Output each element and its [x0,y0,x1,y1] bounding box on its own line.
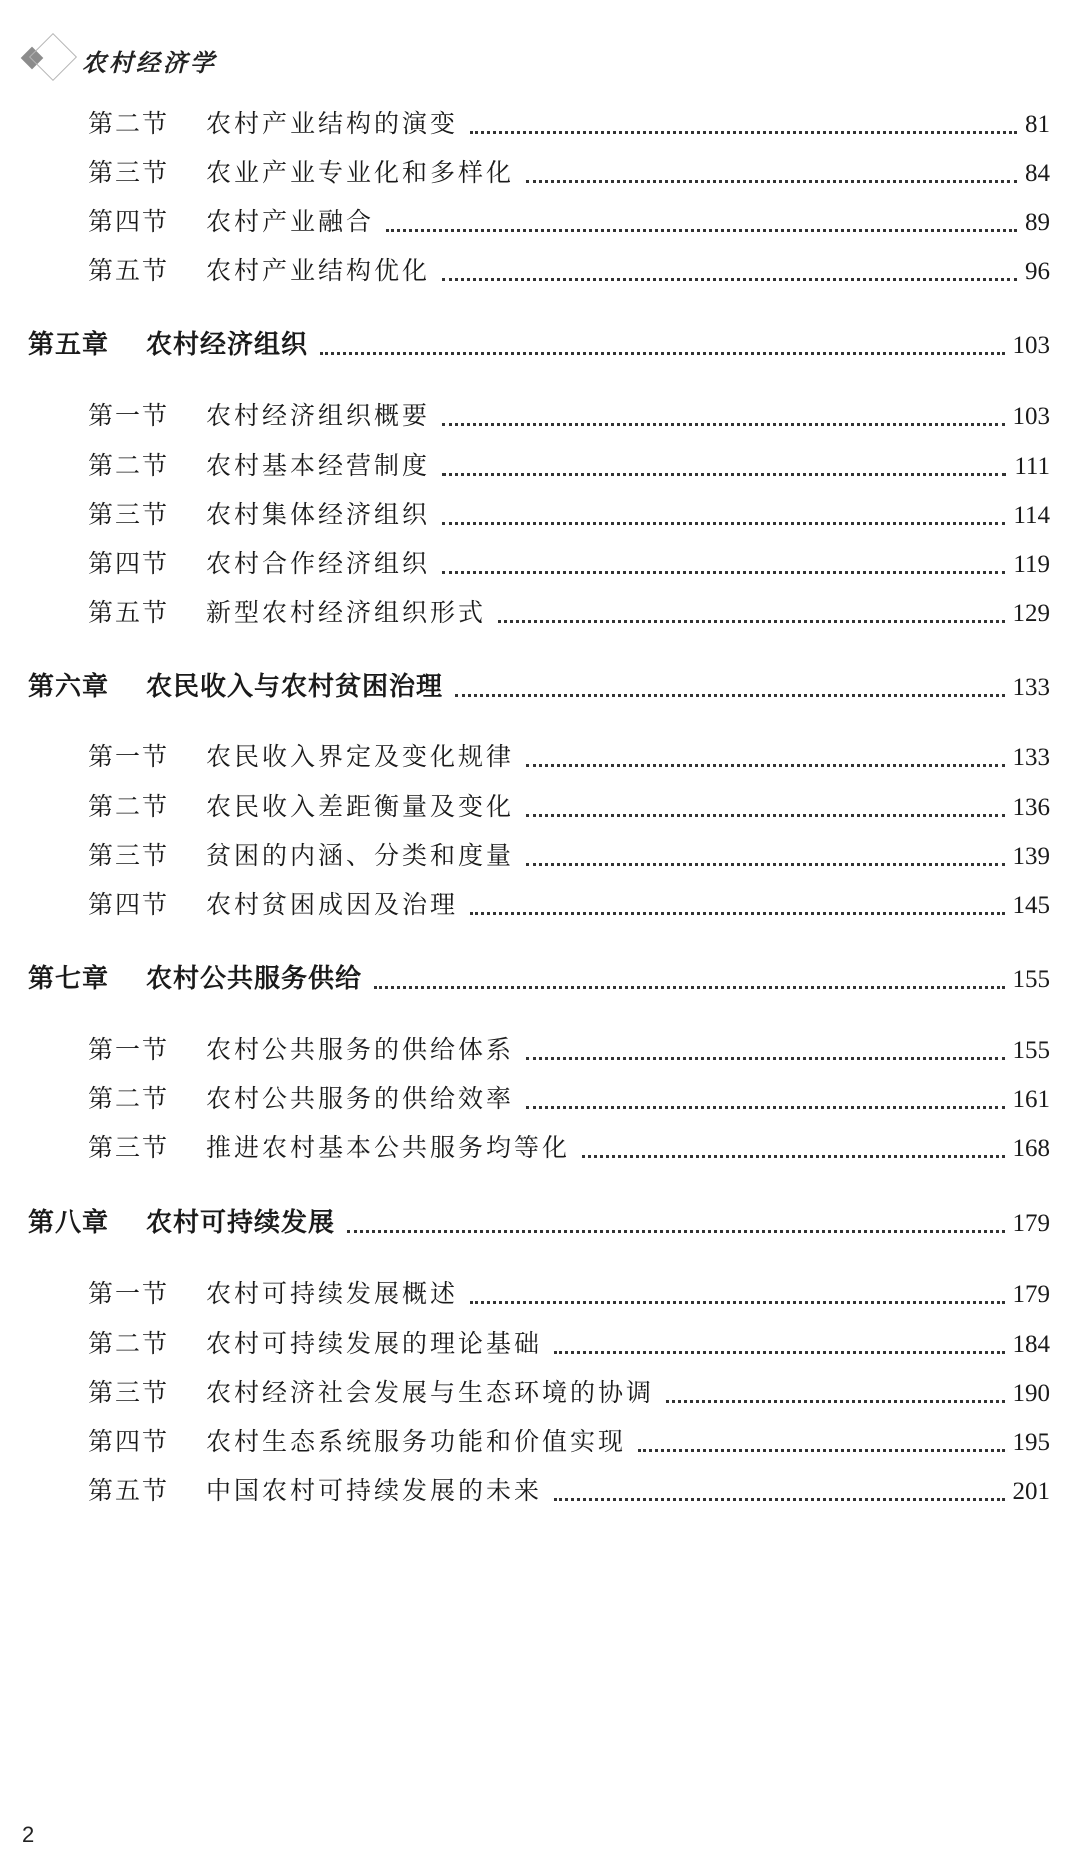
toc-page-number: 129 [1012,600,1050,627]
section-title: 农村基本经营制度 [206,451,431,480]
toc-chapter-entry [28,324,1050,361]
dot-leader [386,229,1017,232]
section-number: 第二节 [88,792,170,821]
dot-leader [320,352,1004,355]
dot-leader [526,863,1004,866]
dot-leader [442,473,1006,476]
section-number: 第二节 [88,109,170,138]
dot-leader [666,1400,1004,1403]
toc-section-entry [88,104,1050,140]
chapter-number: 第五章 [28,330,110,360]
section-title: 农民收入界定及变化规律 [206,742,515,771]
section-number: 第三节 [88,841,170,870]
dot-leader [582,1155,1004,1158]
toc-page-number: 133 [1012,744,1050,771]
dot-leader [442,571,1005,574]
toc-page-number: 114 [1013,502,1050,529]
dot-leader [442,522,1005,525]
section-number: 第四节 [88,549,170,578]
section-number: 第三节 [88,158,170,187]
section-title: 农村可持续发展概述 [206,1279,459,1308]
toc-page-number: 179 [1012,1210,1050,1237]
toc-page-number: 161 [1012,1086,1050,1113]
section-title: 农村合作经济组织 [206,549,431,578]
dot-leader [526,764,1004,767]
toc-section-entry [88,737,1050,773]
chapter-number: 第七章 [28,964,110,994]
toc-page-number: 111 [1014,453,1050,480]
dot-leader [498,620,1004,623]
toc-section-entry [88,1128,1050,1164]
section-title: 推进农村基本公共服务均等化 [206,1133,571,1162]
toc-section-entry [88,153,1050,189]
toc-section-entry [88,1030,1050,1066]
toc-page-number: 184 [1012,1331,1050,1358]
section-title: 农业产业专业化和多样化 [206,158,515,187]
chapter-title: 农村可持续发展 [146,1208,336,1238]
toc-section-entry [88,251,1050,287]
toc-section-entry [88,495,1050,531]
toc-section-entry [88,1324,1050,1360]
toc-section-entry [88,1471,1050,1507]
diamond-ornament-icon [22,34,74,86]
toc-section-entry [88,1274,1050,1310]
toc-page-number: 155 [1012,1037,1050,1064]
dot-leader [374,986,1004,989]
section-title: 新型农村经济组织形式 [206,598,487,627]
toc-page-number: 139 [1012,843,1050,870]
toc-page-number: 96 [1025,258,1050,285]
toc-page-number: 179 [1012,1281,1050,1308]
toc-section-entry [88,544,1050,580]
section-number: 第一节 [88,1035,170,1064]
toc-chapter-entry [28,666,1050,703]
toc-section-entry [88,836,1050,872]
toc-section-entry [88,593,1050,629]
dot-leader [526,1057,1004,1060]
toc-section-entry [88,1079,1050,1115]
section-number: 第二节 [88,1329,170,1358]
dot-leader [470,131,1017,134]
dot-leader [554,1498,1004,1501]
section-title: 农村经济组织概要 [206,401,431,430]
section-number: 第四节 [88,207,170,236]
toc-page-number: 81 [1025,111,1050,138]
toc-chapter-entry [28,958,1050,995]
section-title: 农村集体经济组织 [206,500,431,529]
toc-page-number: 190 [1012,1380,1050,1407]
section-number: 第二节 [88,1084,170,1113]
dot-leader [442,423,1004,426]
dot-leader [554,1351,1004,1354]
section-title: 农村产业融合 [206,207,375,236]
toc-page-number: 136 [1012,794,1050,821]
toc-page-number: 103 [1012,403,1050,430]
section-number: 第一节 [88,742,170,771]
section-title: 农村公共服务的供给体系 [206,1035,515,1064]
toc-page-number: 145 [1012,892,1050,919]
toc-page-number: 84 [1025,160,1050,187]
toc-page-number: 89 [1025,209,1050,236]
section-title: 农村经济社会发展与生态环境的协调 [206,1378,655,1407]
chapter-title: 农村公共服务供给 [146,964,363,994]
section-number: 第五节 [88,1476,170,1505]
toc-section-entry [88,885,1050,921]
toc-chapter-entry [28,1202,1050,1239]
toc-section-entry [88,202,1050,238]
chapter-number: 第八章 [28,1208,110,1238]
toc-section-entry [88,396,1050,432]
book-title: 农村经济学 [82,47,217,77]
section-number: 第三节 [88,1378,170,1407]
toc-page-number: 133 [1012,674,1050,701]
dot-leader [526,1106,1004,1109]
toc-page-number: 168 [1012,1135,1050,1162]
toc-section-entry [88,787,1050,823]
dot-leader [347,1230,1004,1233]
toc-section-entry [88,446,1050,482]
running-header [22,40,217,80]
toc-page-number: 103 [1012,332,1050,359]
section-title: 农村产业结构优化 [206,256,431,285]
section-title: 贫困的内涵、分类和度量 [206,841,515,870]
dot-leader [470,912,1004,915]
page-number: 2 [22,1822,35,1847]
section-number: 第四节 [88,1427,170,1456]
section-number: 第五节 [88,598,170,627]
dot-leader [455,694,1004,697]
toc-page-number: 195 [1012,1429,1050,1456]
section-title: 中国农村可持续发展的未来 [206,1476,543,1505]
dot-leader [470,1301,1004,1304]
section-number: 第三节 [88,500,170,529]
section-title: 农村生态系统服务功能和价值实现 [206,1427,627,1456]
section-number: 第一节 [88,1279,170,1308]
dot-leader [526,180,1017,183]
toc-page-number: 201 [1012,1478,1050,1505]
dot-leader [526,814,1004,817]
chapter-title: 农民收入与农村贫困治理 [146,672,444,702]
section-title: 农村贫困成因及治理 [206,890,459,919]
toc-page-number: 155 [1012,966,1050,993]
section-number: 第五节 [88,256,170,285]
section-number: 第一节 [88,401,170,430]
dot-leader [442,278,1017,281]
section-title: 农民收入差距衡量及变化 [206,792,515,821]
section-number: 第二节 [88,451,170,480]
toc-section-entry [88,1373,1050,1409]
chapter-number: 第六章 [28,672,110,702]
chapter-title: 农村经济组织 [146,330,309,360]
toc-page-number: 119 [1013,551,1050,578]
section-title: 农村可持续发展的理论基础 [206,1329,543,1358]
toc-section-entry [88,1422,1050,1458]
section-title: 农村公共服务的供给效率 [206,1084,515,1113]
section-number: 第四节 [88,890,170,919]
section-number: 第三节 [88,1133,170,1162]
section-title: 农村产业结构的演变 [206,109,459,138]
dot-leader [638,1449,1004,1452]
